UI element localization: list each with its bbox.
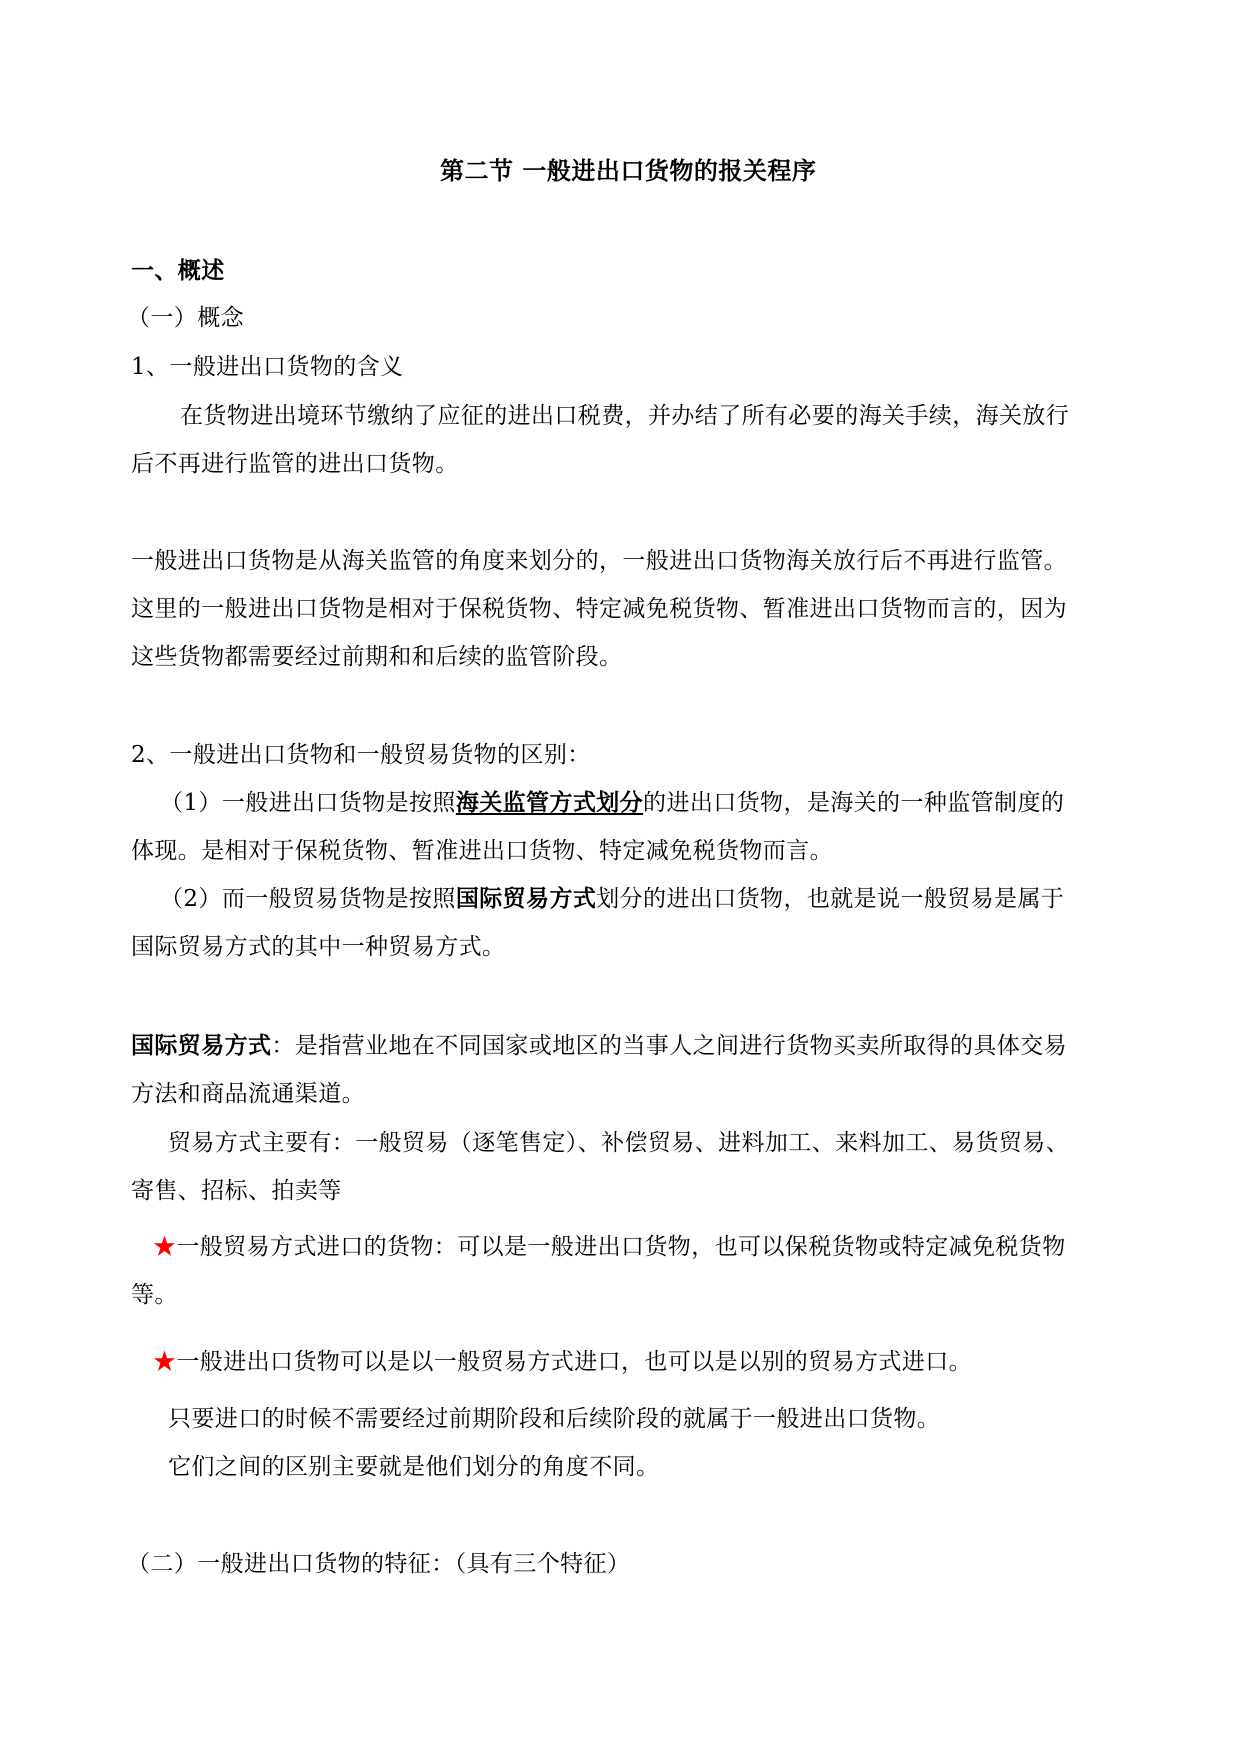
star-icon: ★ xyxy=(153,1349,177,1375)
paragraph-division-line2: 这里的一般进出口货物是相对于保税货物、特定减免税货物、暂准进出口货物而言的，因为 xyxy=(131,596,1067,622)
star-note-1-line2: 等。 xyxy=(131,1282,178,1308)
subsection-heading-concept: （一）概念 xyxy=(127,305,244,331)
star-note-2-line1 xyxy=(153,1347,972,1377)
item-heading-difference: 2、一般进出口货物和一般贸易货物的区别： xyxy=(131,742,591,768)
difference-2-emphasis: 国际贸易方式 xyxy=(455,886,597,912)
star-icon: ★ xyxy=(153,1234,177,1260)
paragraph-division-line3: 这些货物都需要经过前期和和后续的监管阶段。 xyxy=(131,644,623,670)
difference-2-prefix: （2）而一般贸易货物是按照 xyxy=(160,886,456,912)
trade-modes-line2: 寄售、招标、拍卖等 xyxy=(131,1178,342,1204)
section-heading-overview: 一、概述 xyxy=(131,258,225,284)
subsection-heading-features: （二）一般进出口货物的特征：（具有三个特征） xyxy=(127,1551,631,1577)
difference-2-suffix: 划分的进出口货物，也就是说一般贸易是属于 xyxy=(596,886,1065,912)
trade-modes-line1: 贸易方式主要有：一般贸易（逐笔售定）、补偿贸易、进料加工、来料加工、易货贸易、 xyxy=(168,1130,1070,1156)
page-title: 第二节 一般进出口货物的报关程序 xyxy=(440,157,817,185)
note-line-2: 它们之间的区别主要就是他们划分的角度不同。 xyxy=(168,1454,660,1480)
paragraph-division-line1: 一般进出口货物是从海关监管的角度来划分的，一般进出口货物海关放行后不再进行监管。 xyxy=(131,548,1067,574)
difference-1-prefix: （1）一般进出口货物是按照 xyxy=(160,790,456,816)
difference-1-line1 xyxy=(160,788,1064,818)
definition-line1 xyxy=(131,1031,1067,1061)
star-note-1-line1 xyxy=(153,1232,1066,1262)
difference-1-suffix: 的进出口货物，是海关的一种监管制度的 xyxy=(643,790,1065,816)
paragraph-meaning-line2: 后不再进行监管的进出口货物。 xyxy=(131,451,459,477)
definition-line2: 方法和商品流通渠道。 xyxy=(131,1081,365,1107)
item-heading-meaning: 1、一般进出口货物的含义 xyxy=(131,354,404,380)
star-note-2-text: 一般进出口货物可以是以一般贸易方式进口，也可以是以别的贸易方式进口。 xyxy=(176,1349,973,1375)
difference-2-line1 xyxy=(160,884,1064,914)
difference-1-emphasis: 海关监管方式划分 xyxy=(455,790,644,816)
star-note-1-text: 一般贸易方式进口的货物：可以是一般进出口货物，也可以保税货物或特定减免税货物 xyxy=(176,1234,1066,1260)
note-line-1: 只要进口的时候不需要经过前期阶段和后续阶段的就属于一般进出口货物。 xyxy=(168,1406,941,1432)
definition-text: ：是指营业地在不同国家或地区的当事人之间进行货物买卖所取得的具体交易 xyxy=(271,1033,1068,1059)
definition-term: 国际贸易方式 xyxy=(131,1033,272,1059)
difference-1-line2: 体现。是相对于保税货物、暂准进出口货物、特定减免税货物而言。 xyxy=(131,838,833,864)
difference-2-line2: 国际贸易方式的其中一种贸易方式。 xyxy=(131,934,506,960)
paragraph-meaning-line1: 在货物进出境环节缴纳了应征的进出口税费，并办结了所有必要的海关手续，海关放行 xyxy=(180,403,1070,429)
